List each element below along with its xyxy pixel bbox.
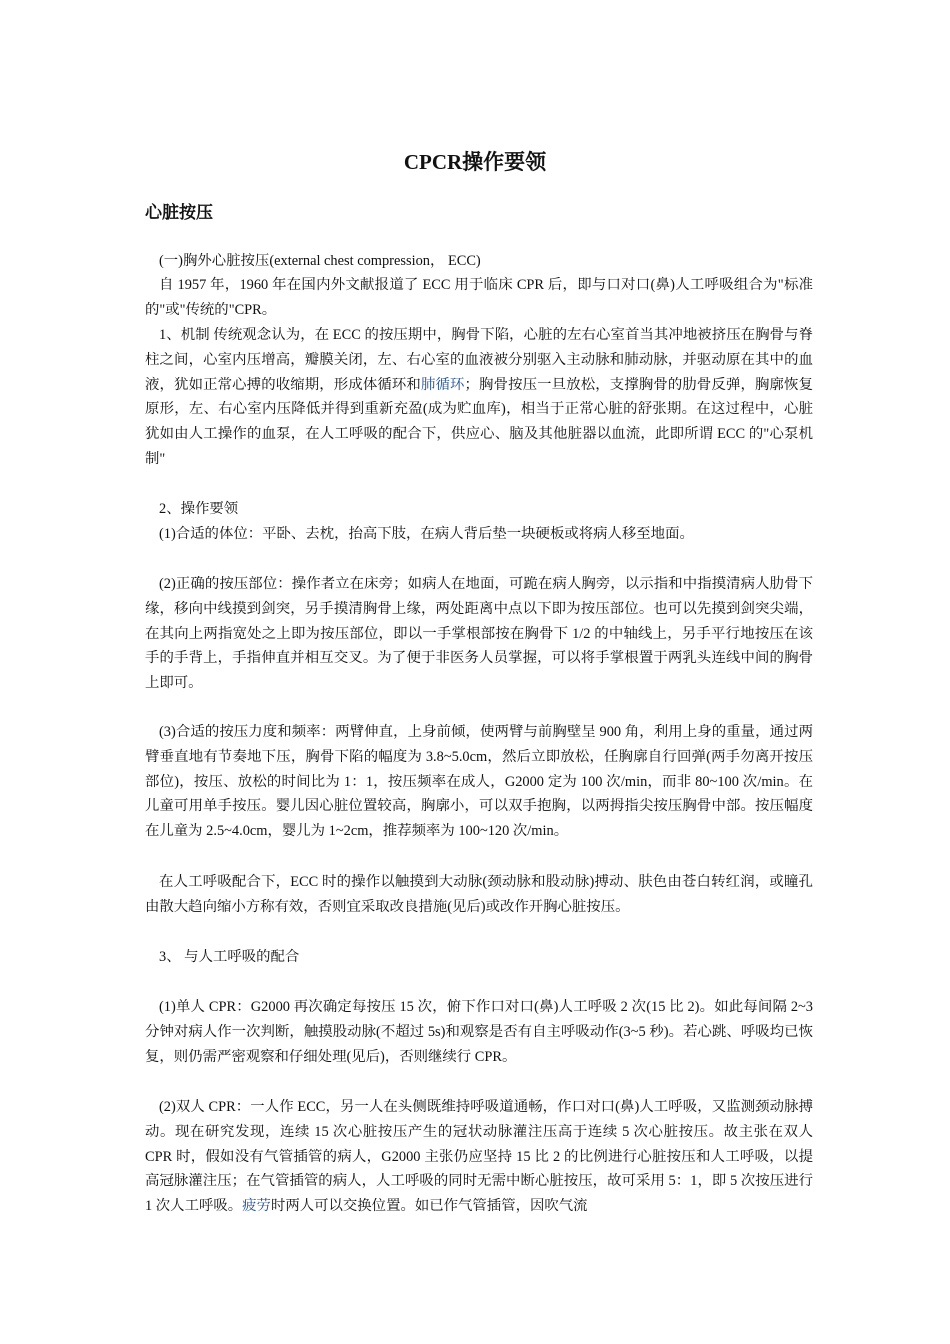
double-cpr-paragraph [145, 1095, 813, 1219]
force-frequency-paragraph: (3)合适的按压力度和频率：两臂伸直，上身前倾，使两臂与前胸壁呈 900 角，利用上身的重量，通过两臂垂直地有节奏地下压，胸骨下陷的幅度为 3.8~5.0cm，然后立即放松，任胸廓自行回弹(两手勿离开按压部位)，按压、放松的时间比为 1：1，按压频率在成人，G2000 定为 100 次/min，而非 80~100 次/min。在儿童可用单手按压。婴儿因心脏位置较高，胸廓小，可以双手抱胸，以两拇指尖按压胸骨中部。按压幅度在儿童为 2.5~4.0cm，婴儿为 1~2cm，推荐频率为 100~120 次/min。 [145, 724, 813, 840]
position-paragraph: (1)合适的体位：平卧、去枕，抬高下肢，在病人背后垫一块硬板或将病人移至地面。 [159, 526, 694, 542]
double-cpr-text-part2: 时两人可以交换位置。如已作气管插管，因吹气流 [270, 1198, 588, 1215]
document-title: CPCR操作要领 [403, 150, 547, 174]
single-cpr-paragraph: (1)单人 CPR：G2000 再次确定每按压 15 次，俯下作口对口(鼻)人工呼吸 2 次(15 比 2)。如此每间隔 2~3 分钟对病人作一次判断，触摸股动脉(不超过 5s)和观察是否有自主呼吸动作(3~5 秒)。若心跳、呼吸均已恢复，则仍需严密观察和仔细处理(见后)，否则继续行 CPR。 [145, 999, 813, 1065]
operation-heading: 2、操作要领 [159, 501, 239, 517]
mechanism-text-part2: ；胸骨按压一旦放松，支撑胸骨的肋骨反弹，胸廓恢复原形，左、右心室内压降低并得到重新充盈(成为贮血库)，相当于正常心脏的舒张期。在这过程中，心脏犹如由人工操作的血泵，在人工呼吸的配合下，供应心、脑及其他脏器以血流，此即所谓 ECC 的"心泵机制" [145, 376, 813, 467]
effectiveness-paragraph: 在人工呼吸配合下，ECC 时的操作以触摸到大动脉(颈动脉和股动脉)搏动、肤色由苍白转红润，或瞳孔由散大趋向缩小方称有效，否则宜采取改良措施(见后)或改作开胸心脏按压。 [145, 874, 813, 915]
coordination-heading: 3、 与人工呼吸的配合 [159, 949, 300, 965]
fatigue-link[interactable]: 疲劳 [242, 1198, 271, 1215]
ecc-heading-paragraph: (一)胸外心脏按压(external chest compression， ECC) [159, 253, 481, 269]
mechanism-paragraph [145, 323, 813, 472]
location-paragraph: (2)正确的按压部位：操作者立在床旁；如病人在地面，可跪在病人胸旁，以示指和中指摸清病人肋骨下缘，移向中线摸到剑突，另手摸清胸骨上缘，两处距离中点以下即为按压部位。也可以先摸到剑突尖端，在其向上两指宽处之上即为按压部位，即以一手掌根部按在胸骨下 1/2 的中轴线上，另手平行地按压在该手的手背上，手指伸直并相互交叉。为了便于非医务人员掌握，可以将手掌根置于两乳头连线中间的胸骨上即可。 [145, 576, 813, 692]
pulmonary-circulation-link[interactable]: 肺循环 [420, 376, 465, 393]
double-cpr-text-part1: (2)双人 CPR：一人作 ECC，另一人在头侧既维持呼吸道通畅，作口对口(鼻)人工呼吸，又监测颈动脉搏动。现在研究发现，连续 15 次心脏按压产生的冠状动脉灌注压高于连续 5 次心脏按压。故主张在双人 CPR 时，假如没有气管插管的病人，G2000 主张仍应坚持 15 比 2 的比例进行心脏按压和人工呼吸，以提高冠脉灌注压；在气管插管的病人，人工呼吸的同时无需中断心脏按压，故可采用 5：1，即 5 次按压进行 1 次人工呼吸。 [145, 1099, 813, 1215]
history-paragraph: 自 1957 年，1960 年在国内外文献报道了 ECC 用于临床 CPR 后，即与口对口(鼻)人工呼吸组合为"标准的"或"传统的"CPR。 [145, 277, 813, 318]
mechanism-text-part1: 1、机制 传统观念认为，在 ECC 的按压期中，胸骨下陷，心脏的左右心室首当其冲地被挤压在胸骨与脊柱之间，心室内压增高，瓣膜关闭，左、右心室的血液被分别驱入主动脉和肺动脉，并驱动原在其中的血液，犹如正常心搏的收缩期，形成体循环和 [145, 327, 813, 393]
section-heading: 心脏按压 [145, 203, 213, 222]
